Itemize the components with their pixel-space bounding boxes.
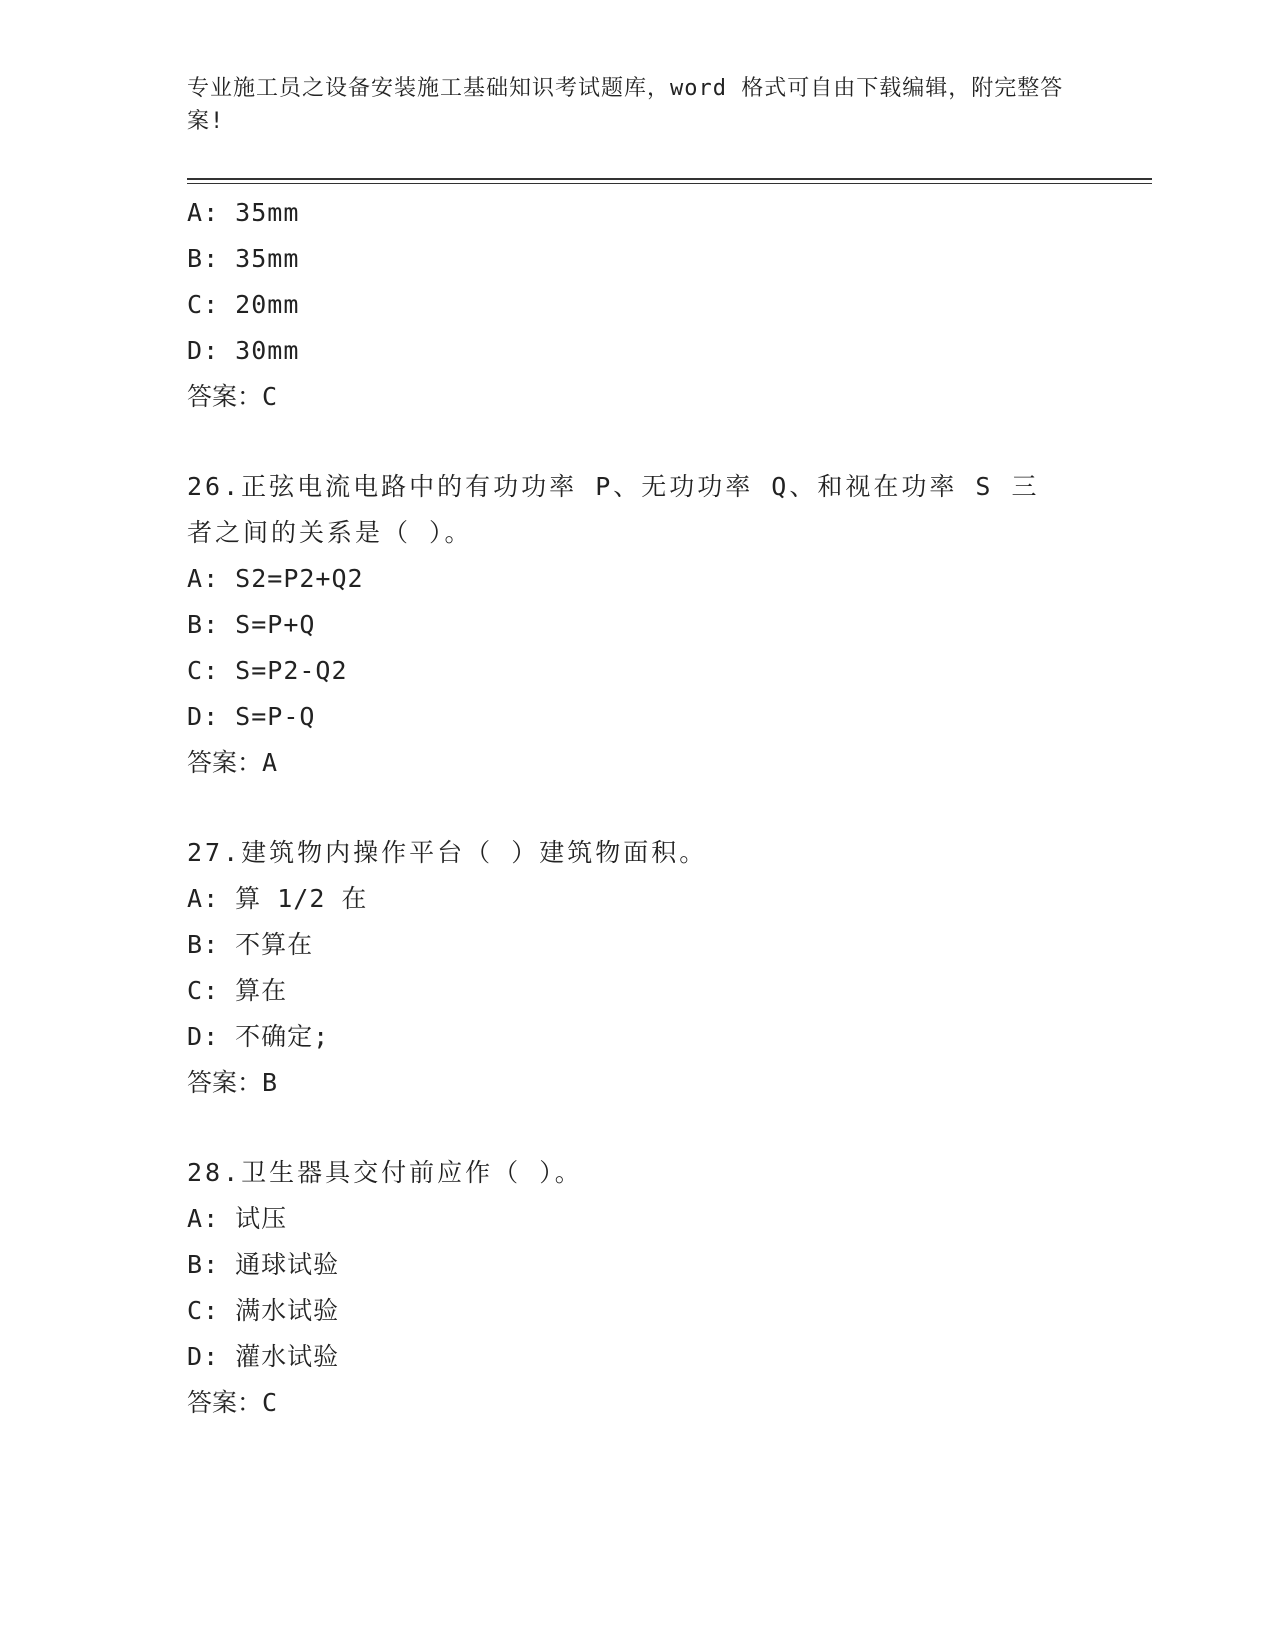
answer-label: 答案： [187, 1068, 263, 1097]
answer-line [187, 1380, 1067, 1426]
question-block-27 [187, 830, 1067, 1106]
answer-value: A [262, 748, 278, 777]
option-text: S=P+Q [235, 610, 316, 639]
option-text: 试压 [235, 1204, 288, 1233]
option-a [187, 876, 1067, 922]
option-letter: C [187, 656, 204, 685]
option-c [187, 282, 1067, 328]
option-d [187, 328, 1067, 374]
option-letter: A [187, 884, 204, 913]
option-separator: : [203, 884, 236, 913]
option-letter: C [187, 290, 204, 319]
option-a [187, 190, 1067, 236]
option-separator: : [203, 1204, 236, 1233]
option-text: 35mm [235, 198, 300, 227]
option-text: 算 1/2 在 [235, 884, 368, 913]
option-d [187, 1334, 1067, 1380]
option-text: S2=P2+Q2 [235, 564, 364, 593]
question-block-26 [187, 464, 1067, 786]
option-text: 灌水试验 [235, 1342, 340, 1371]
option-d [187, 1014, 1067, 1060]
question-stem: 26.正弦电流电路中的有功功率 P、无功功率 Q、和视在功率 S 三者之间的关系是（ ）。 [187, 472, 1040, 547]
question-stem: 28.卫生器具交付前应作（ ）。 [187, 1158, 583, 1187]
option-text: 30mm [235, 336, 300, 365]
option-text: 不确定; [235, 1022, 330, 1051]
option-b [187, 602, 1067, 648]
option-letter: A [187, 564, 204, 593]
question-block-previous [187, 190, 1067, 420]
option-text: S=P-Q [235, 702, 316, 731]
answer-line [187, 374, 1067, 420]
option-c [187, 1288, 1067, 1334]
option-separator: : [203, 1342, 236, 1371]
header-divider [187, 178, 1152, 184]
answer-line [187, 1060, 1067, 1106]
option-text: 满水试验 [235, 1296, 340, 1325]
option-letter: D [187, 702, 204, 731]
question-stem: 27.建筑物内操作平台（ ）建筑物面积。 [187, 838, 708, 867]
option-letter: B [187, 930, 204, 959]
option-letter: C [187, 976, 204, 1005]
option-c [187, 648, 1067, 694]
answer-label: 答案： [187, 1388, 263, 1417]
option-text: 35mm [235, 244, 300, 273]
option-separator: : [203, 244, 236, 273]
question-list [187, 190, 1067, 1426]
option-b [187, 236, 1067, 282]
option-text: 20mm [235, 290, 300, 319]
option-separator: : [203, 290, 236, 319]
option-letter: D [187, 336, 204, 365]
option-separator: : [203, 1022, 236, 1051]
option-letter: B [187, 244, 204, 273]
option-d [187, 694, 1067, 740]
document-header: 专业施工员之设备安装施工基础知识考试题库，word 格式可自由下载编辑，附完整答案! [187, 76, 1064, 134]
option-separator: : [203, 564, 236, 593]
answer-value: B [262, 1068, 278, 1097]
option-letter: A [187, 198, 204, 227]
option-text: 通球试验 [235, 1250, 340, 1279]
option-text: 算在 [235, 976, 288, 1005]
answer-line [187, 740, 1067, 786]
option-letter: D [187, 1342, 204, 1371]
question-block-28 [187, 1150, 1067, 1426]
option-b [187, 1242, 1067, 1288]
option-text: 不算在 [235, 930, 314, 959]
option-letter: B [187, 1250, 204, 1279]
option-letter: C [187, 1296, 204, 1325]
option-letter: A [187, 1204, 204, 1233]
option-letter: D [187, 1022, 204, 1051]
option-separator: : [203, 702, 236, 731]
option-separator: : [203, 976, 236, 1005]
answer-value: C [262, 1388, 278, 1417]
option-separator: : [203, 930, 236, 959]
option-b [187, 922, 1067, 968]
answer-label: 答案： [187, 748, 263, 777]
option-separator: : [203, 656, 236, 685]
option-separator: : [203, 610, 236, 639]
option-a [187, 556, 1067, 602]
option-separator: : [203, 1250, 236, 1279]
option-text: S=P2-Q2 [235, 656, 348, 685]
answer-label: 答案： [187, 382, 263, 411]
option-separator: : [203, 198, 236, 227]
option-separator: : [203, 1296, 236, 1325]
option-c [187, 968, 1067, 1014]
option-letter: B [187, 610, 204, 639]
option-separator: : [203, 336, 236, 365]
option-a [187, 1196, 1067, 1242]
answer-value: C [262, 382, 278, 411]
